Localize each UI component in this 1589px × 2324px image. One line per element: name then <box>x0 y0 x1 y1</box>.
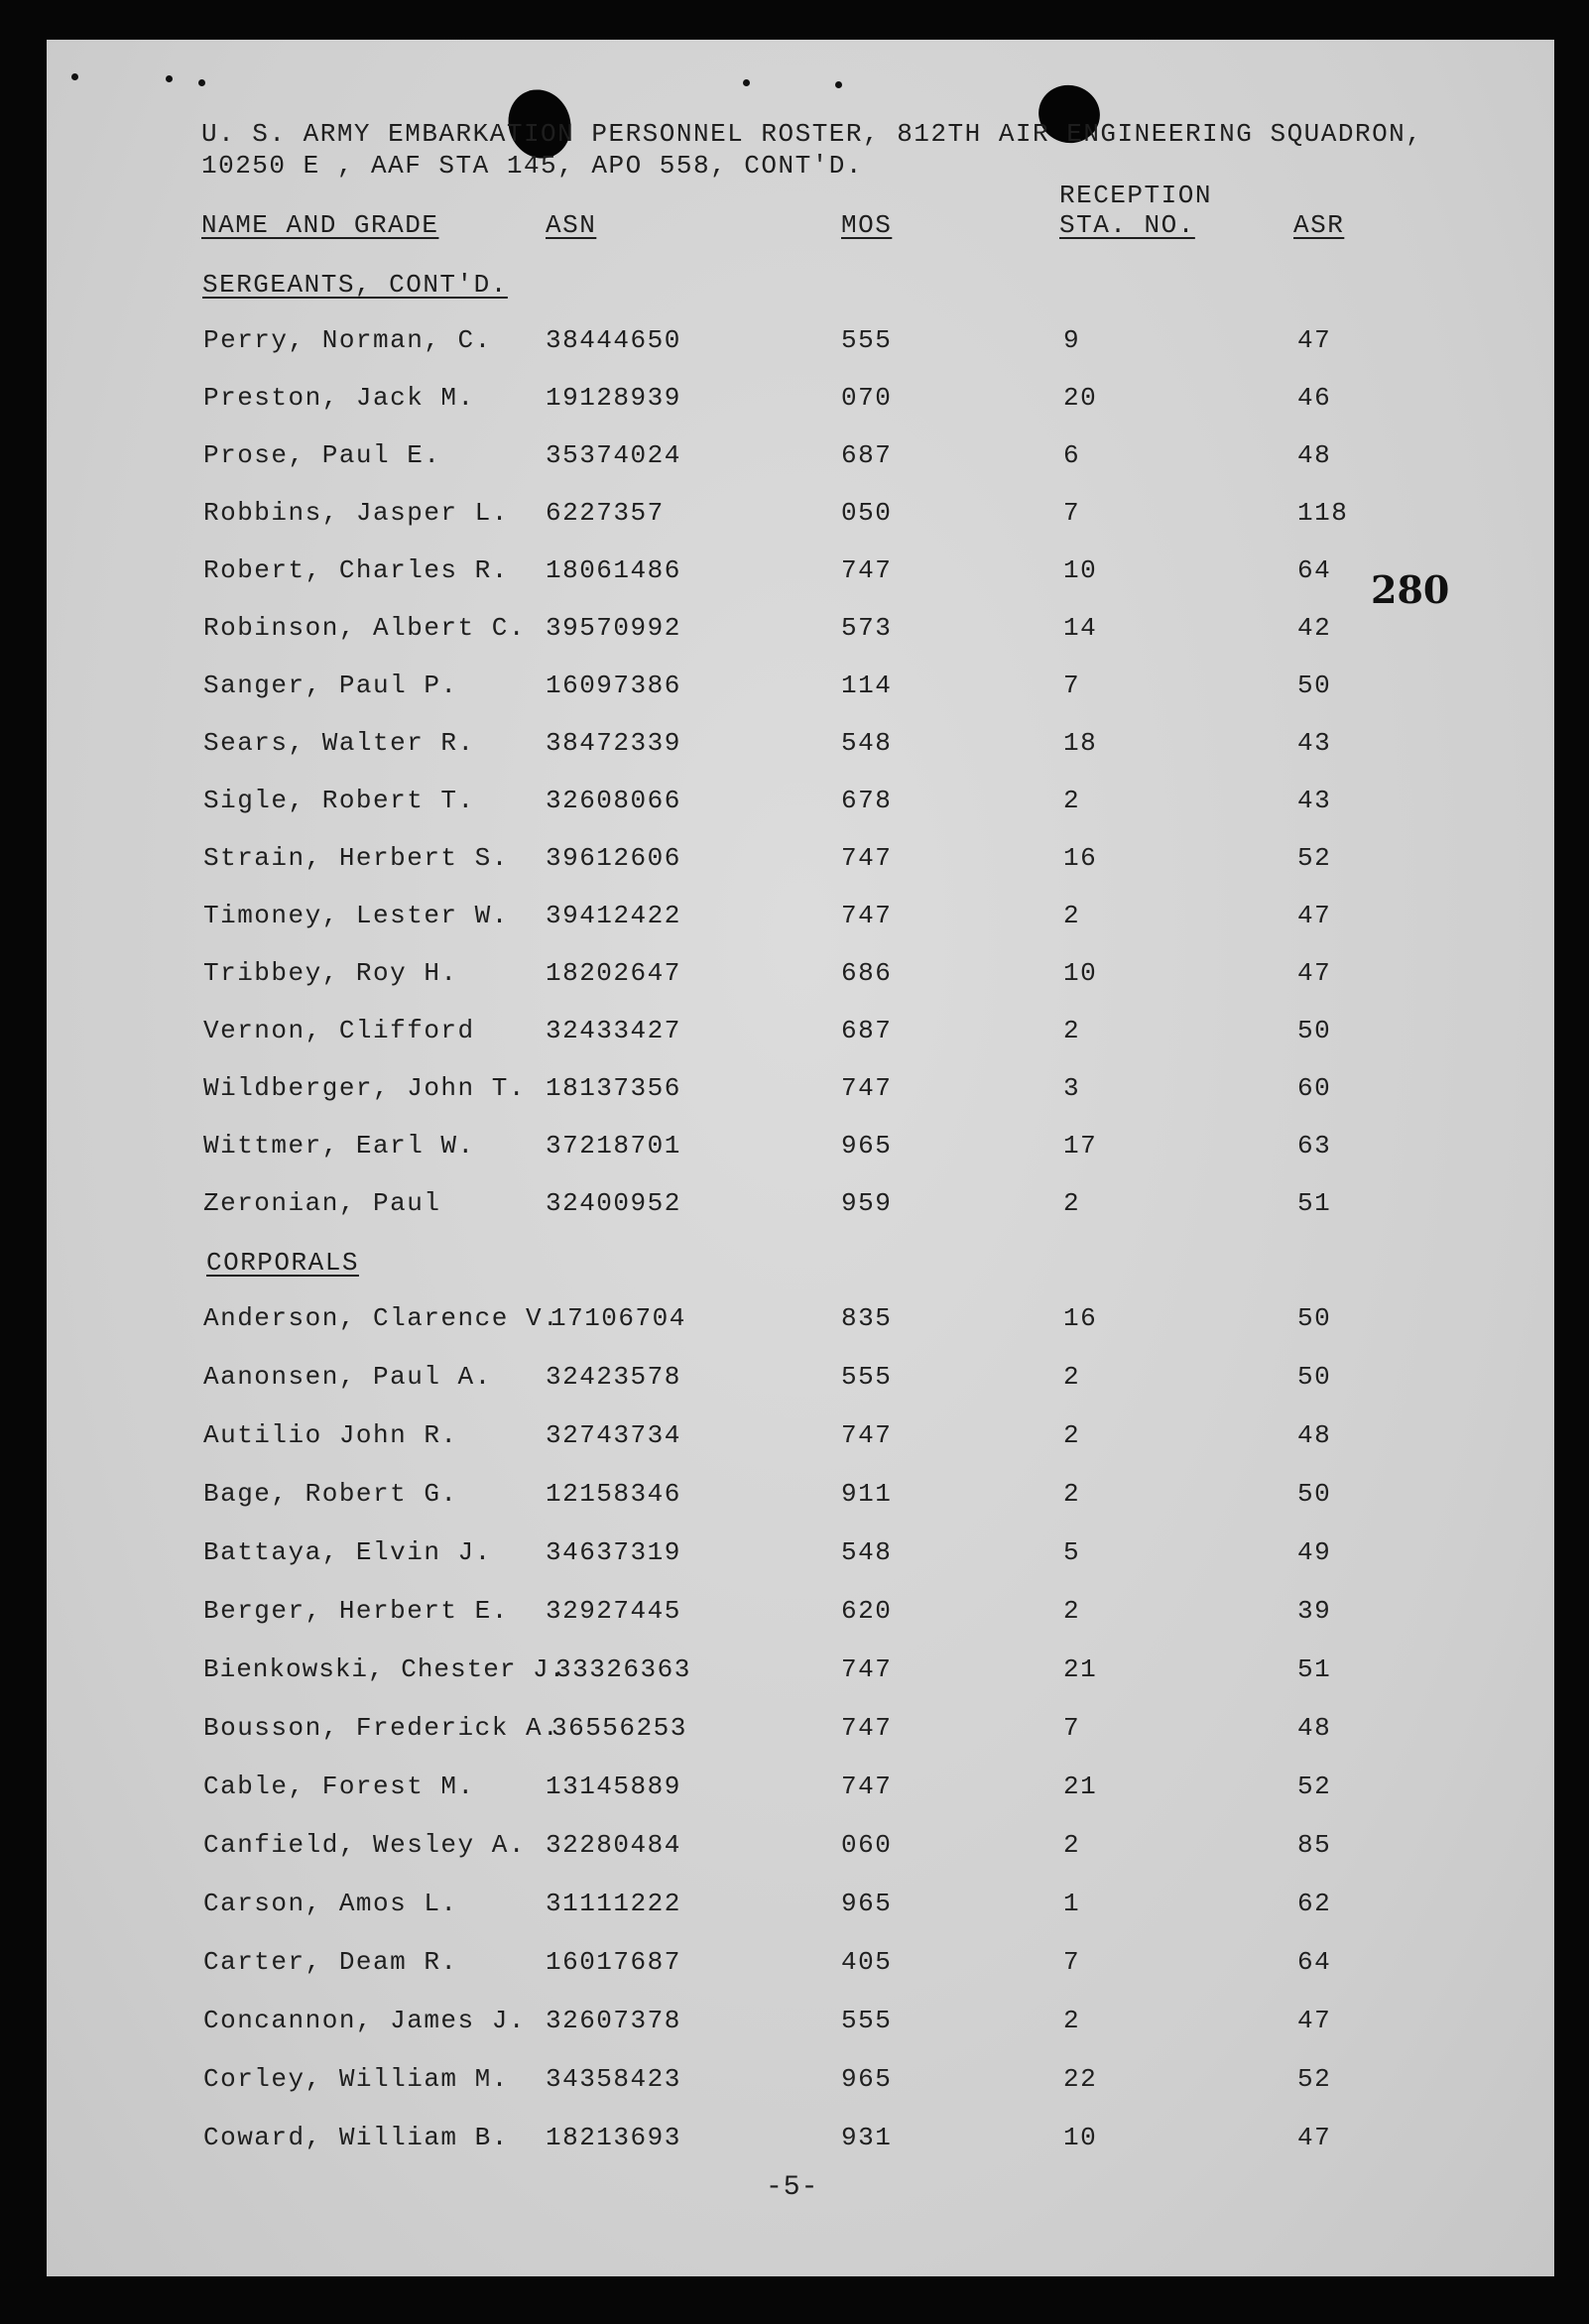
mos: 070 <box>841 383 893 413</box>
punch-dot <box>71 73 78 80</box>
asn: 32607378 <box>546 2006 681 2035</box>
mos: 835 <box>841 1303 893 1333</box>
asr: 46 <box>1297 383 1332 413</box>
reception-sta-no: 9 <box>1063 325 1081 355</box>
name-grade: Sanger, Paul P. <box>203 671 458 700</box>
reception-sta-no: 2 <box>1063 1596 1081 1626</box>
name-grade: Sigle, Robert T. <box>203 786 475 815</box>
asr: 52 <box>1297 1772 1332 1801</box>
mos: 548 <box>841 1537 893 1567</box>
name-grade: Robbins, Jasper L. <box>203 498 509 528</box>
asr: 43 <box>1297 786 1332 815</box>
mos: 620 <box>841 1596 893 1626</box>
asr: 50 <box>1297 671 1332 700</box>
name-grade: Carter, Deam R. <box>203 1947 458 1977</box>
mos: 060 <box>841 1830 893 1860</box>
asn: 32400952 <box>546 1188 681 1218</box>
reception-sta-no: 7 <box>1063 671 1081 700</box>
roster-row <box>0 2123 1589 2162</box>
reception-sta-no: 22 <box>1063 2064 1098 2094</box>
punch-dot <box>198 79 205 86</box>
asn: 39612606 <box>546 843 681 873</box>
asr: 52 <box>1297 843 1332 873</box>
asn: 38472339 <box>546 728 681 758</box>
mos: 965 <box>841 1131 893 1161</box>
asr: 48 <box>1297 440 1332 470</box>
mos: 678 <box>841 786 893 815</box>
reception-sta-no: 2 <box>1063 1830 1081 1860</box>
asn: 16097386 <box>546 671 681 700</box>
section-title-corporals: CORPORALS <box>206 1248 359 1278</box>
mos: 747 <box>841 1772 893 1801</box>
asr: 118 <box>1297 498 1349 528</box>
asr: 50 <box>1297 1362 1332 1392</box>
reception-sta-no: 18 <box>1063 728 1098 758</box>
reception-sta-no: 2 <box>1063 1420 1081 1450</box>
asn: 32927445 <box>546 1596 681 1626</box>
name-grade: Robinson, Albert C. <box>203 613 526 643</box>
asn: 32433427 <box>546 1016 681 1045</box>
roster-row <box>0 1654 1589 1694</box>
reception-sta-no: 7 <box>1063 1713 1081 1743</box>
name-grade: Canfield, Wesley A. <box>203 1830 526 1860</box>
reception-sta-no: 2 <box>1063 2006 1081 2035</box>
roster-title-line-1: U. S. ARMY EMBARKATION PERSONNEL ROSTER, 812TH AIR ENGINEERING SQUADRON, <box>201 119 1423 149</box>
name-grade: Bage, Robert G. <box>203 1479 458 1509</box>
asr: 48 <box>1297 1713 1332 1743</box>
asr: 85 <box>1297 1830 1332 1860</box>
roster-row <box>0 383 1589 423</box>
name-grade: Carson, Amos L. <box>203 1889 458 1918</box>
stamp-number: 280 <box>1371 567 1450 612</box>
mos: 405 <box>841 1947 893 1977</box>
asr: 49 <box>1297 1537 1332 1567</box>
roster-row <box>0 1830 1589 1870</box>
mos: 687 <box>841 1016 893 1045</box>
mos: 555 <box>841 325 893 355</box>
page-number: -5- <box>766 2172 819 2203</box>
roster-row <box>0 1303 1589 1343</box>
reception-sta-no: 2 <box>1063 901 1081 930</box>
asn: 39570992 <box>546 613 681 643</box>
reception-sta-no: 5 <box>1063 1537 1081 1567</box>
asr: 47 <box>1297 958 1332 988</box>
reception-sta-no: 2 <box>1063 1362 1081 1392</box>
asr: 48 <box>1297 1420 1332 1450</box>
roster-row <box>0 555 1589 595</box>
roster-row <box>0 2006 1589 2045</box>
roster-row <box>0 2064 1589 2104</box>
name-grade: Cable, Forest M. <box>203 1772 475 1801</box>
reception-sta-no: 14 <box>1063 613 1098 643</box>
asn: 33326363 <box>555 1654 691 1684</box>
name-grade: Perry, Norman, C. <box>203 325 492 355</box>
roster-row <box>0 1537 1589 1577</box>
asr: 64 <box>1297 1947 1332 1977</box>
asn: 18202647 <box>546 958 681 988</box>
roster-row <box>0 1596 1589 1636</box>
roster-row <box>0 1772 1589 1811</box>
name-grade: Wildberger, John T. <box>203 1073 526 1103</box>
asn: 34637319 <box>546 1537 681 1567</box>
asr: 52 <box>1297 2064 1332 2094</box>
asn: 12158346 <box>546 1479 681 1509</box>
name-grade: Coward, William B. <box>203 2123 509 2152</box>
name-grade: Corley, William M. <box>203 2064 509 2094</box>
asn: 16017687 <box>546 1947 681 1977</box>
roster-row <box>0 958 1589 998</box>
mos: 573 <box>841 613 893 643</box>
asn: 18137356 <box>546 1073 681 1103</box>
name-grade: Bienkowski, Chester J. <box>203 1654 566 1684</box>
reception-sta-no: 10 <box>1063 958 1098 988</box>
name-grade: Sears, Walter R. <box>203 728 475 758</box>
asr: 43 <box>1297 728 1332 758</box>
reception-sta-no: 2 <box>1063 1188 1081 1218</box>
mos: 548 <box>841 728 893 758</box>
column-header-mos: MOS <box>841 210 893 240</box>
name-grade: Aanonsen, Paul A. <box>203 1362 492 1392</box>
punch-dot <box>835 81 842 88</box>
column-header-sta-no: STA. NO. <box>1059 210 1195 240</box>
roster-row <box>0 671 1589 710</box>
section-title-sergeants: SERGEANTS, CONT'D. <box>202 270 508 300</box>
mos: 555 <box>841 1362 893 1392</box>
mos: 965 <box>841 2064 893 2094</box>
punch-dot <box>743 79 750 86</box>
asn: 18213693 <box>546 2123 681 2152</box>
asr: 47 <box>1297 325 1332 355</box>
reception-sta-no: 17 <box>1063 1131 1098 1161</box>
reception-sta-no: 10 <box>1063 555 1098 585</box>
roster-row <box>0 498 1589 538</box>
reception-sta-no: 10 <box>1063 2123 1098 2152</box>
mos: 911 <box>841 1479 893 1509</box>
asn: 32423578 <box>546 1362 681 1392</box>
asn: 35374024 <box>546 440 681 470</box>
asr: 63 <box>1297 1131 1332 1161</box>
reception-sta-no: 20 <box>1063 383 1098 413</box>
mos: 965 <box>841 1889 893 1918</box>
name-grade: Wittmer, Earl W. <box>203 1131 475 1161</box>
asn: 19128939 <box>546 383 681 413</box>
reception-sta-no: 21 <box>1063 1654 1098 1684</box>
name-grade: Robert, Charles R. <box>203 555 509 585</box>
roster-row <box>0 1947 1589 1987</box>
asr: 47 <box>1297 901 1332 930</box>
asr: 62 <box>1297 1889 1332 1918</box>
reception-sta-no: 16 <box>1063 1303 1098 1333</box>
mos: 747 <box>841 555 893 585</box>
reception-sta-no: 2 <box>1063 1016 1081 1045</box>
roster-row <box>0 728 1589 768</box>
reception-sta-no: 7 <box>1063 498 1081 528</box>
name-grade: Bousson, Frederick A. <box>203 1713 560 1743</box>
roster-row <box>0 1420 1589 1460</box>
roster-row <box>0 1188 1589 1228</box>
asn: 32280484 <box>546 1830 681 1860</box>
roster-row <box>0 613 1589 653</box>
column-header-asn: ASN <box>546 210 597 240</box>
reception-sta-no: 2 <box>1063 786 1081 815</box>
mos: 555 <box>841 2006 893 2035</box>
name-grade: Vernon, Clifford <box>203 1016 475 1045</box>
mos: 747 <box>841 1420 893 1450</box>
punch-dot <box>166 75 173 82</box>
reception-sta-no: 6 <box>1063 440 1081 470</box>
asn: 38444650 <box>546 325 681 355</box>
asn: 13145889 <box>546 1772 681 1801</box>
roster-row <box>0 1362 1589 1402</box>
reception-sta-no: 1 <box>1063 1889 1081 1918</box>
asr: 50 <box>1297 1303 1332 1333</box>
asn: 39412422 <box>546 901 681 930</box>
reception-sta-no: 16 <box>1063 843 1098 873</box>
mos: 686 <box>841 958 893 988</box>
roster-row <box>0 1889 1589 1928</box>
column-header-name: NAME AND GRADE <box>201 210 439 240</box>
name-grade: Prose, Paul E. <box>203 440 441 470</box>
reception-sta-no: 2 <box>1063 1479 1081 1509</box>
mos: 747 <box>841 901 893 930</box>
asr: 60 <box>1297 1073 1332 1103</box>
name-grade: Autilio John R. <box>203 1420 458 1450</box>
roster-row <box>0 440 1589 480</box>
asn: 32743734 <box>546 1420 681 1450</box>
mos: 114 <box>841 671 893 700</box>
asn: 34358423 <box>546 2064 681 2094</box>
asn: 37218701 <box>546 1131 681 1161</box>
asr: 47 <box>1297 2006 1332 2035</box>
asr: 47 <box>1297 2123 1332 2152</box>
name-grade: Timoney, Lester W. <box>203 901 509 930</box>
name-grade: Battaya, Elvin J. <box>203 1537 492 1567</box>
mos: 747 <box>841 1654 893 1684</box>
asn: 17106704 <box>550 1303 686 1333</box>
asn: 18061486 <box>546 555 681 585</box>
mos: 959 <box>841 1188 893 1218</box>
reception-sta-no: 7 <box>1063 1947 1081 1977</box>
roster-row <box>0 843 1589 883</box>
asr: 64 <box>1297 555 1332 585</box>
asr: 51 <box>1297 1188 1332 1218</box>
name-grade: Strain, Herbert S. <box>203 843 509 873</box>
mos: 687 <box>841 440 893 470</box>
asr: 51 <box>1297 1654 1332 1684</box>
asr: 50 <box>1297 1016 1332 1045</box>
asn: 36556253 <box>551 1713 687 1743</box>
column-header-reception: RECEPTION <box>1059 181 1212 210</box>
roster-row <box>0 1073 1589 1113</box>
name-grade: Berger, Herbert E. <box>203 1596 509 1626</box>
asr: 42 <box>1297 613 1332 643</box>
name-grade: Tribbey, Roy H. <box>203 958 458 988</box>
asn: 6227357 <box>546 498 665 528</box>
roster-row <box>0 1479 1589 1519</box>
roster-row <box>0 325 1589 365</box>
reception-sta-no: 3 <box>1063 1073 1081 1103</box>
asr: 39 <box>1297 1596 1332 1626</box>
roster-title-line-2: 10250 E , AAF STA 145, APO 558, CONT'D. <box>201 151 863 181</box>
asn: 32608066 <box>546 786 681 815</box>
name-grade: Zeronian, Paul <box>203 1188 441 1218</box>
roster-row <box>0 786 1589 825</box>
column-header-asr: ASR <box>1293 210 1345 240</box>
roster-row <box>0 1131 1589 1170</box>
name-grade: Concannon, James J. <box>203 2006 526 2035</box>
name-grade: Preston, Jack M. <box>203 383 475 413</box>
roster-row <box>0 1713 1589 1753</box>
roster-row <box>0 901 1589 940</box>
asr: 50 <box>1297 1479 1332 1509</box>
asn: 31111222 <box>546 1889 681 1918</box>
mos: 747 <box>841 1073 893 1103</box>
name-grade: Anderson, Clarence V. <box>203 1303 560 1333</box>
mos: 050 <box>841 498 893 528</box>
mos: 747 <box>841 843 893 873</box>
mos: 931 <box>841 2123 893 2152</box>
roster-row <box>0 1016 1589 1055</box>
reception-sta-no: 21 <box>1063 1772 1098 1801</box>
mos: 747 <box>841 1713 893 1743</box>
